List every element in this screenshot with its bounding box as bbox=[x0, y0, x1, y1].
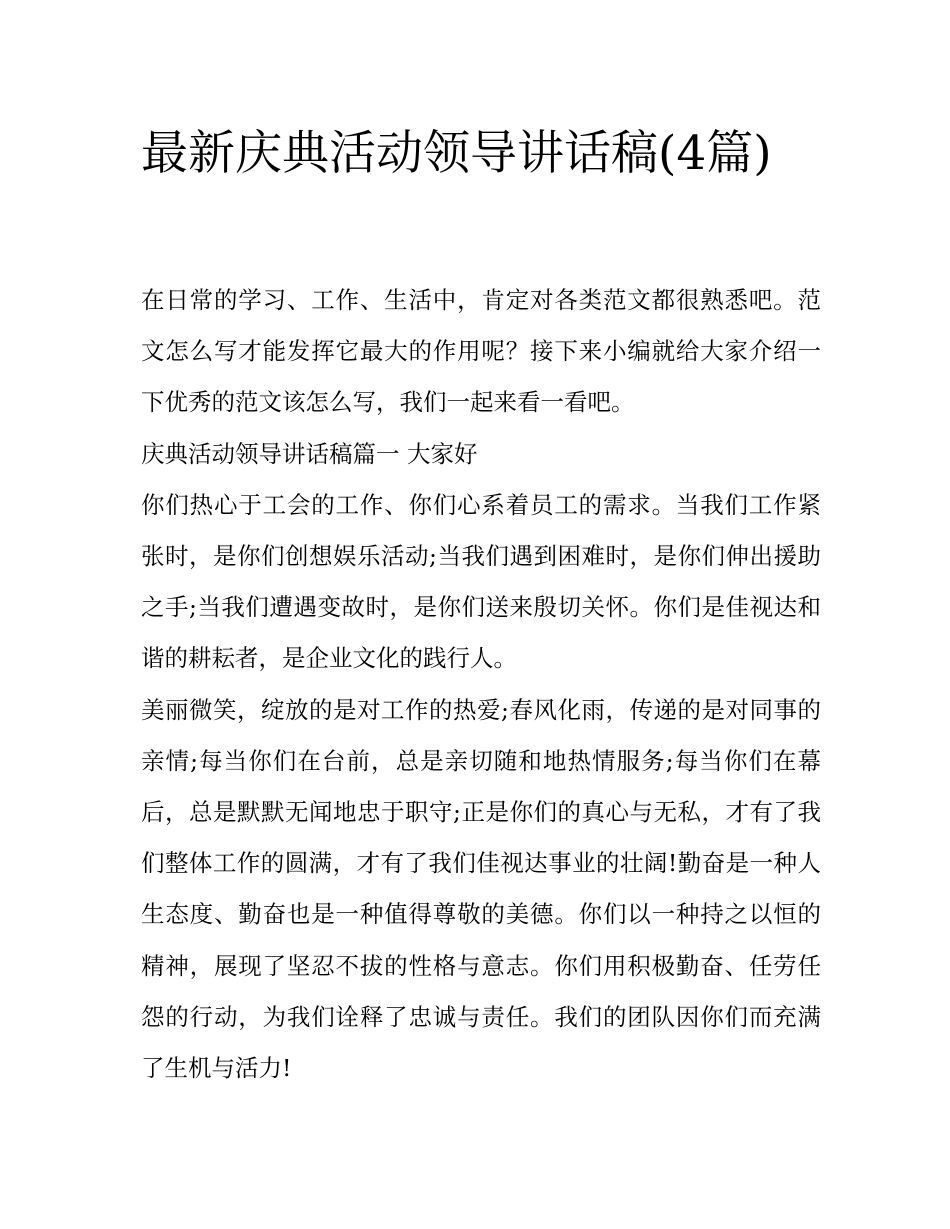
intro-paragraph: 在日常的学习、工作、生活中，肯定对各类范文都很熟悉吧。范文怎么写才能发挥它最大的作用呢？接下来小编就给大家介绍一下优秀的范文该怎么写，我们一起来看一看吧。 bbox=[141, 286, 821, 417]
body-paragraph: 美丽微笑，绽放的是对工作的热爱;春风化雨，传递的是对同事的亲情;每当你们在台前，总是亲切随和地热情服务;每当你们在幕后，总是默默无闻地忠于职守;正是你们的真心与无私，才有了我们整体工作的圆满，才有了我们佳视达事业的壮阔!勤奋是一种人生态度、勤奋也是一种值得尊敬的美德。你们以一种持之以恒的精神，展现了坚忍不拔的性格与意志。你们用积极勤奋、任劳任怨的行动，为我们诠释了忠诚与责任。我们的团队因你们而充满了生机与活力! bbox=[141, 695, 821, 1083]
document-body bbox=[141, 275, 821, 1094]
document-title: 最新庆典活动领导讲话稿(4篇) bbox=[141, 126, 772, 181]
section-heading: 庆典活动领导讲话稿篇一 大家好 bbox=[141, 439, 478, 468]
body-paragraph: 你们热心于工会的工作、你们心系着员工的需求。当我们工作紧张时，是你们创想娱乐活动;当我们遇到困难时，是你们伸出援助之手;当我们遭遇变故时，是你们送来殷切关怀。你们是佳视达和谐的耕耘者，是企业文化的践行人。 bbox=[141, 490, 821, 673]
